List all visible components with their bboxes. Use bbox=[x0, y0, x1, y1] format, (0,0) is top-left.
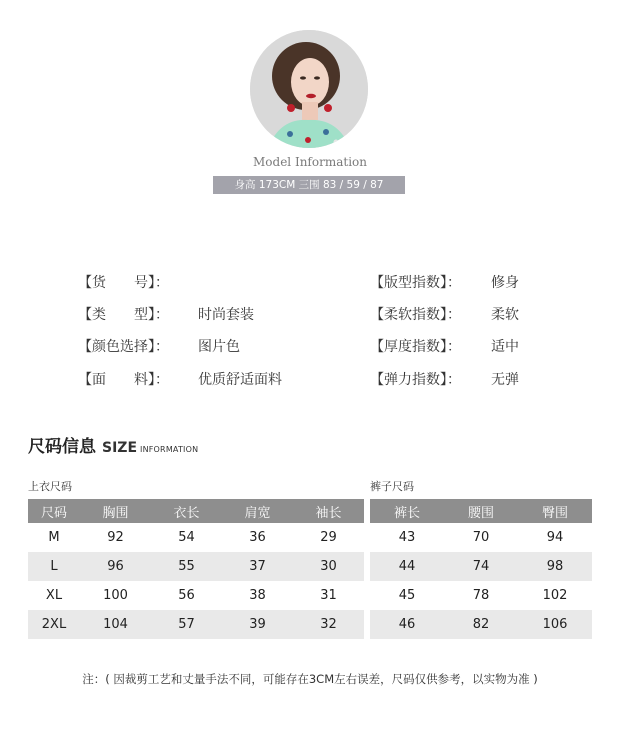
table-cell: 39 bbox=[222, 610, 293, 639]
property-value: 适中 bbox=[491, 339, 519, 355]
model-measurements: 身高 173CM 三围 83 / 59 / 87 bbox=[213, 176, 405, 194]
table-cell: M bbox=[48, 530, 60, 545]
property-value: 无弹 bbox=[491, 372, 519, 388]
table-cell: 70 bbox=[472, 530, 490, 545]
property-key: 【颜色选择】： bbox=[78, 339, 169, 355]
table-cell: 57 bbox=[151, 610, 222, 639]
property-key: 【版型指数】： bbox=[370, 275, 461, 291]
table-cell: 104 bbox=[80, 610, 151, 639]
table-cell: 102 bbox=[542, 588, 568, 603]
table-cell: XL bbox=[45, 588, 63, 603]
table-header-row bbox=[28, 499, 364, 523]
property-key: 【面 料】： bbox=[78, 372, 169, 388]
table-header-cell: 尺码 bbox=[28, 499, 80, 523]
table-header-cell: 裤长 bbox=[370, 499, 444, 523]
table-cell: 96 bbox=[80, 552, 151, 581]
table-row bbox=[28, 581, 364, 610]
table-cell: 45 bbox=[398, 588, 416, 603]
table-row bbox=[370, 610, 592, 639]
table-cell: 2XL bbox=[28, 610, 80, 639]
property-key: 【厚度指数】： bbox=[370, 339, 461, 355]
table-row bbox=[370, 552, 592, 581]
table-header-cell: 衣长 bbox=[151, 499, 222, 523]
table-cell: 29 bbox=[320, 530, 337, 545]
property-key: 【弹力指数】： bbox=[370, 372, 461, 388]
table-row bbox=[28, 523, 364, 552]
size-title-en-small: INFORMATION bbox=[140, 445, 199, 454]
model-portrait-image bbox=[250, 30, 368, 148]
pants-size-label: 裤子尺码 bbox=[370, 480, 414, 493]
table-row bbox=[370, 523, 592, 552]
table-cell: 94 bbox=[546, 530, 564, 545]
table-header-cell: 腰围 bbox=[444, 499, 518, 523]
model-avatar bbox=[250, 30, 368, 148]
size-title-cn: 尺码信息 bbox=[28, 437, 96, 457]
model-info-title: Model Information bbox=[253, 155, 367, 169]
size-info-heading bbox=[28, 432, 198, 457]
table-cell: 82 bbox=[444, 610, 518, 639]
property-value: 修身 bbox=[491, 275, 519, 291]
table-header-cell: 胸围 bbox=[80, 499, 151, 523]
table-cell: 98 bbox=[518, 552, 592, 581]
table-cell: 56 bbox=[178, 588, 195, 603]
property-key: 【类 型】： bbox=[78, 307, 169, 323]
table-header-cell: 肩宽 bbox=[222, 499, 293, 523]
table-cell: 74 bbox=[444, 552, 518, 581]
pants-size-table bbox=[370, 499, 592, 639]
table-cell: 38 bbox=[249, 588, 266, 603]
table-cell: 55 bbox=[151, 552, 222, 581]
property-value: 优质舒适面料 bbox=[198, 372, 282, 388]
size-title-en: SIZE bbox=[102, 440, 138, 456]
table-cell: 37 bbox=[222, 552, 293, 581]
table-cell: L bbox=[28, 552, 80, 581]
table-cell: 30 bbox=[293, 552, 364, 581]
table-row bbox=[28, 610, 364, 639]
table-cell: 100 bbox=[103, 588, 128, 603]
table-cell: 78 bbox=[472, 588, 490, 603]
top-size-table bbox=[28, 499, 364, 639]
property-value: 图片色 bbox=[198, 339, 240, 355]
table-cell: 92 bbox=[107, 530, 124, 545]
table-header-cell: 臀围 bbox=[518, 499, 592, 523]
table-cell: 36 bbox=[249, 530, 266, 545]
property-value: 时尚套装 bbox=[198, 307, 254, 323]
property-key: 【货 号】： bbox=[78, 275, 169, 291]
table-cell: 44 bbox=[370, 552, 444, 581]
table-row bbox=[370, 581, 592, 610]
property-key: 【柔软指数】： bbox=[370, 307, 461, 323]
top-size-label: 上衣尺码 bbox=[28, 480, 72, 493]
size-note: 注：( 因裁剪工艺和丈量手法不同，可能存在3CM左右误差，尺码仅供参考，以实物为准 ) bbox=[82, 672, 538, 686]
table-cell: 106 bbox=[518, 610, 592, 639]
table-cell: 46 bbox=[370, 610, 444, 639]
property-value: 柔软 bbox=[491, 307, 519, 323]
table-header-row bbox=[370, 499, 592, 523]
table-cell: 43 bbox=[398, 530, 416, 545]
table-header-cell: 袖长 bbox=[293, 499, 364, 523]
table-cell: 54 bbox=[178, 530, 195, 545]
table-row bbox=[28, 552, 364, 581]
table-cell: 32 bbox=[293, 610, 364, 639]
table-cell: 31 bbox=[320, 588, 337, 603]
